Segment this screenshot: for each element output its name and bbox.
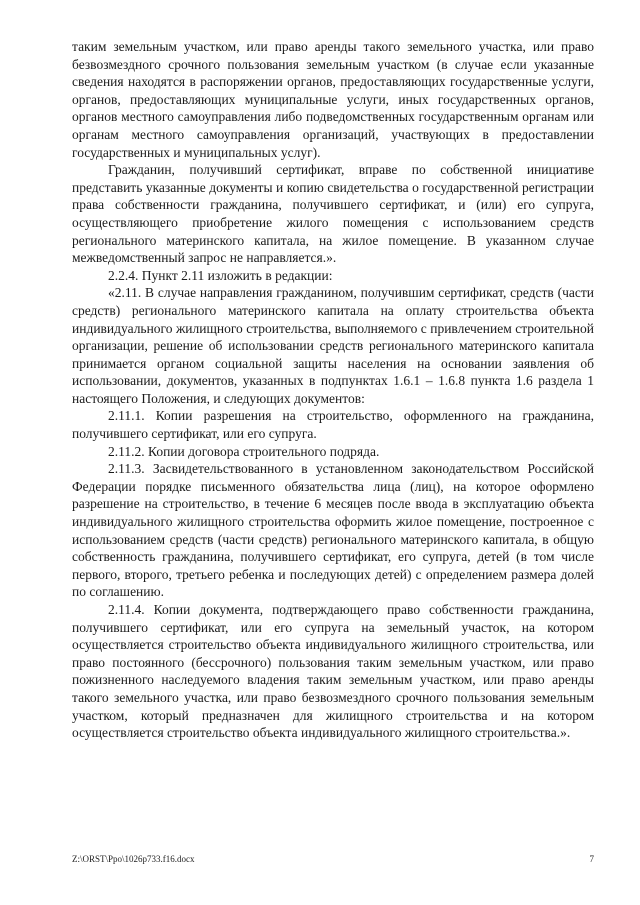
- paragraph: 2.11.1. Копии разрешения на строительство, оформленного на гражданина, получившего сертификат, или его супруга.: [72, 408, 594, 442]
- paragraph: «2.11. В случае направления гражданином, получившим сертификат, средств (части средств) регионального материнского капитала на оплату строительства объекта индивидуального жилищного строительства, выполняемого с привлечением строительной организации, решение об использовании средств регионального материнского капитала принимается органом социальной защиты населения на основании заявления об использовании, документов, указанных в подпунктах 1.6.1 – 1.6.8 пункта 1.6 раздела 1 настоящего Положения, и следующих документов:: [72, 285, 594, 406]
- page-number: 7: [589, 854, 594, 864]
- paragraph: 2.2.4. Пункт 2.11 изложить в редакции:: [108, 267, 333, 283]
- paragraph: Гражданин, получивший сертификат, вправе по собственной инициативе представить указанные документы и копию свидетельства о государственной регистрации права собственности гражданина, получившего сертификат, и (или) его супруга, осуществляющего приобретение жилого помещения с использованием средств регионального материнского капитала, на жилое помещение. В указанном случае межведомственный запрос не направляется.».: [72, 162, 594, 266]
- paragraph: 2.11.2. Копии договора строительного подряда.: [108, 443, 380, 459]
- paragraph: таким земельным участком, или право аренды такого земельного участка, или право безвозмездного срочного пользования земельным участком (в случае если указанные сведения находятся в распоряжении органов, предоставляющих государственные услуги, органов, предоставляющих муниципальные услуги, иных государственных органов, органов местного самоуправления либо подведомственных государственным органам или органам местного самоуправления организаций, участвующих в предоставлении государственных и муниципальных услуг).: [72, 39, 594, 160]
- paragraph: 2.11.3. Засвидетельствованного в установленном законодательством Российской Федерации порядке письменного обязательства лица (лиц), на которое оформлено разрешение на строительство, в течение 6 месяцев после ввода в эксплуатацию объекта индивидуального жилищного строительства оформить жилое помещение, построенное с использованием средств (части средств) регионального материнского капитала, в общую собственность гражданина, получившего сертификат, его супруга, детей (в том числе первого, второго, третьего ребенка и последующих детей) с определением размера долей по соглашению.: [72, 461, 594, 600]
- paragraph: 2.11.4. Копии документа, подтверждающего право собственности гражданина, получившего сертификат, или его супруга на земельный участок, на котором осуществляется строительство объекта индивидуального жилищного строительства, или право постоянного (бессрочного) пользования таким земельным участком, или право пожизненного наследуемого владения таким земельным участком, или право аренды такого земельного участка, или право безвозмездного срочного пользования земельным участком, который предназначен для жилищного строительства и на котором осуществляется строительство объекта индивидуального жилищного строительства.».: [72, 602, 594, 741]
- document-body: [72, 38, 594, 742]
- footer-file-path: Z:\ORST\Ppo\1026p733.f16.docx: [72, 854, 195, 864]
